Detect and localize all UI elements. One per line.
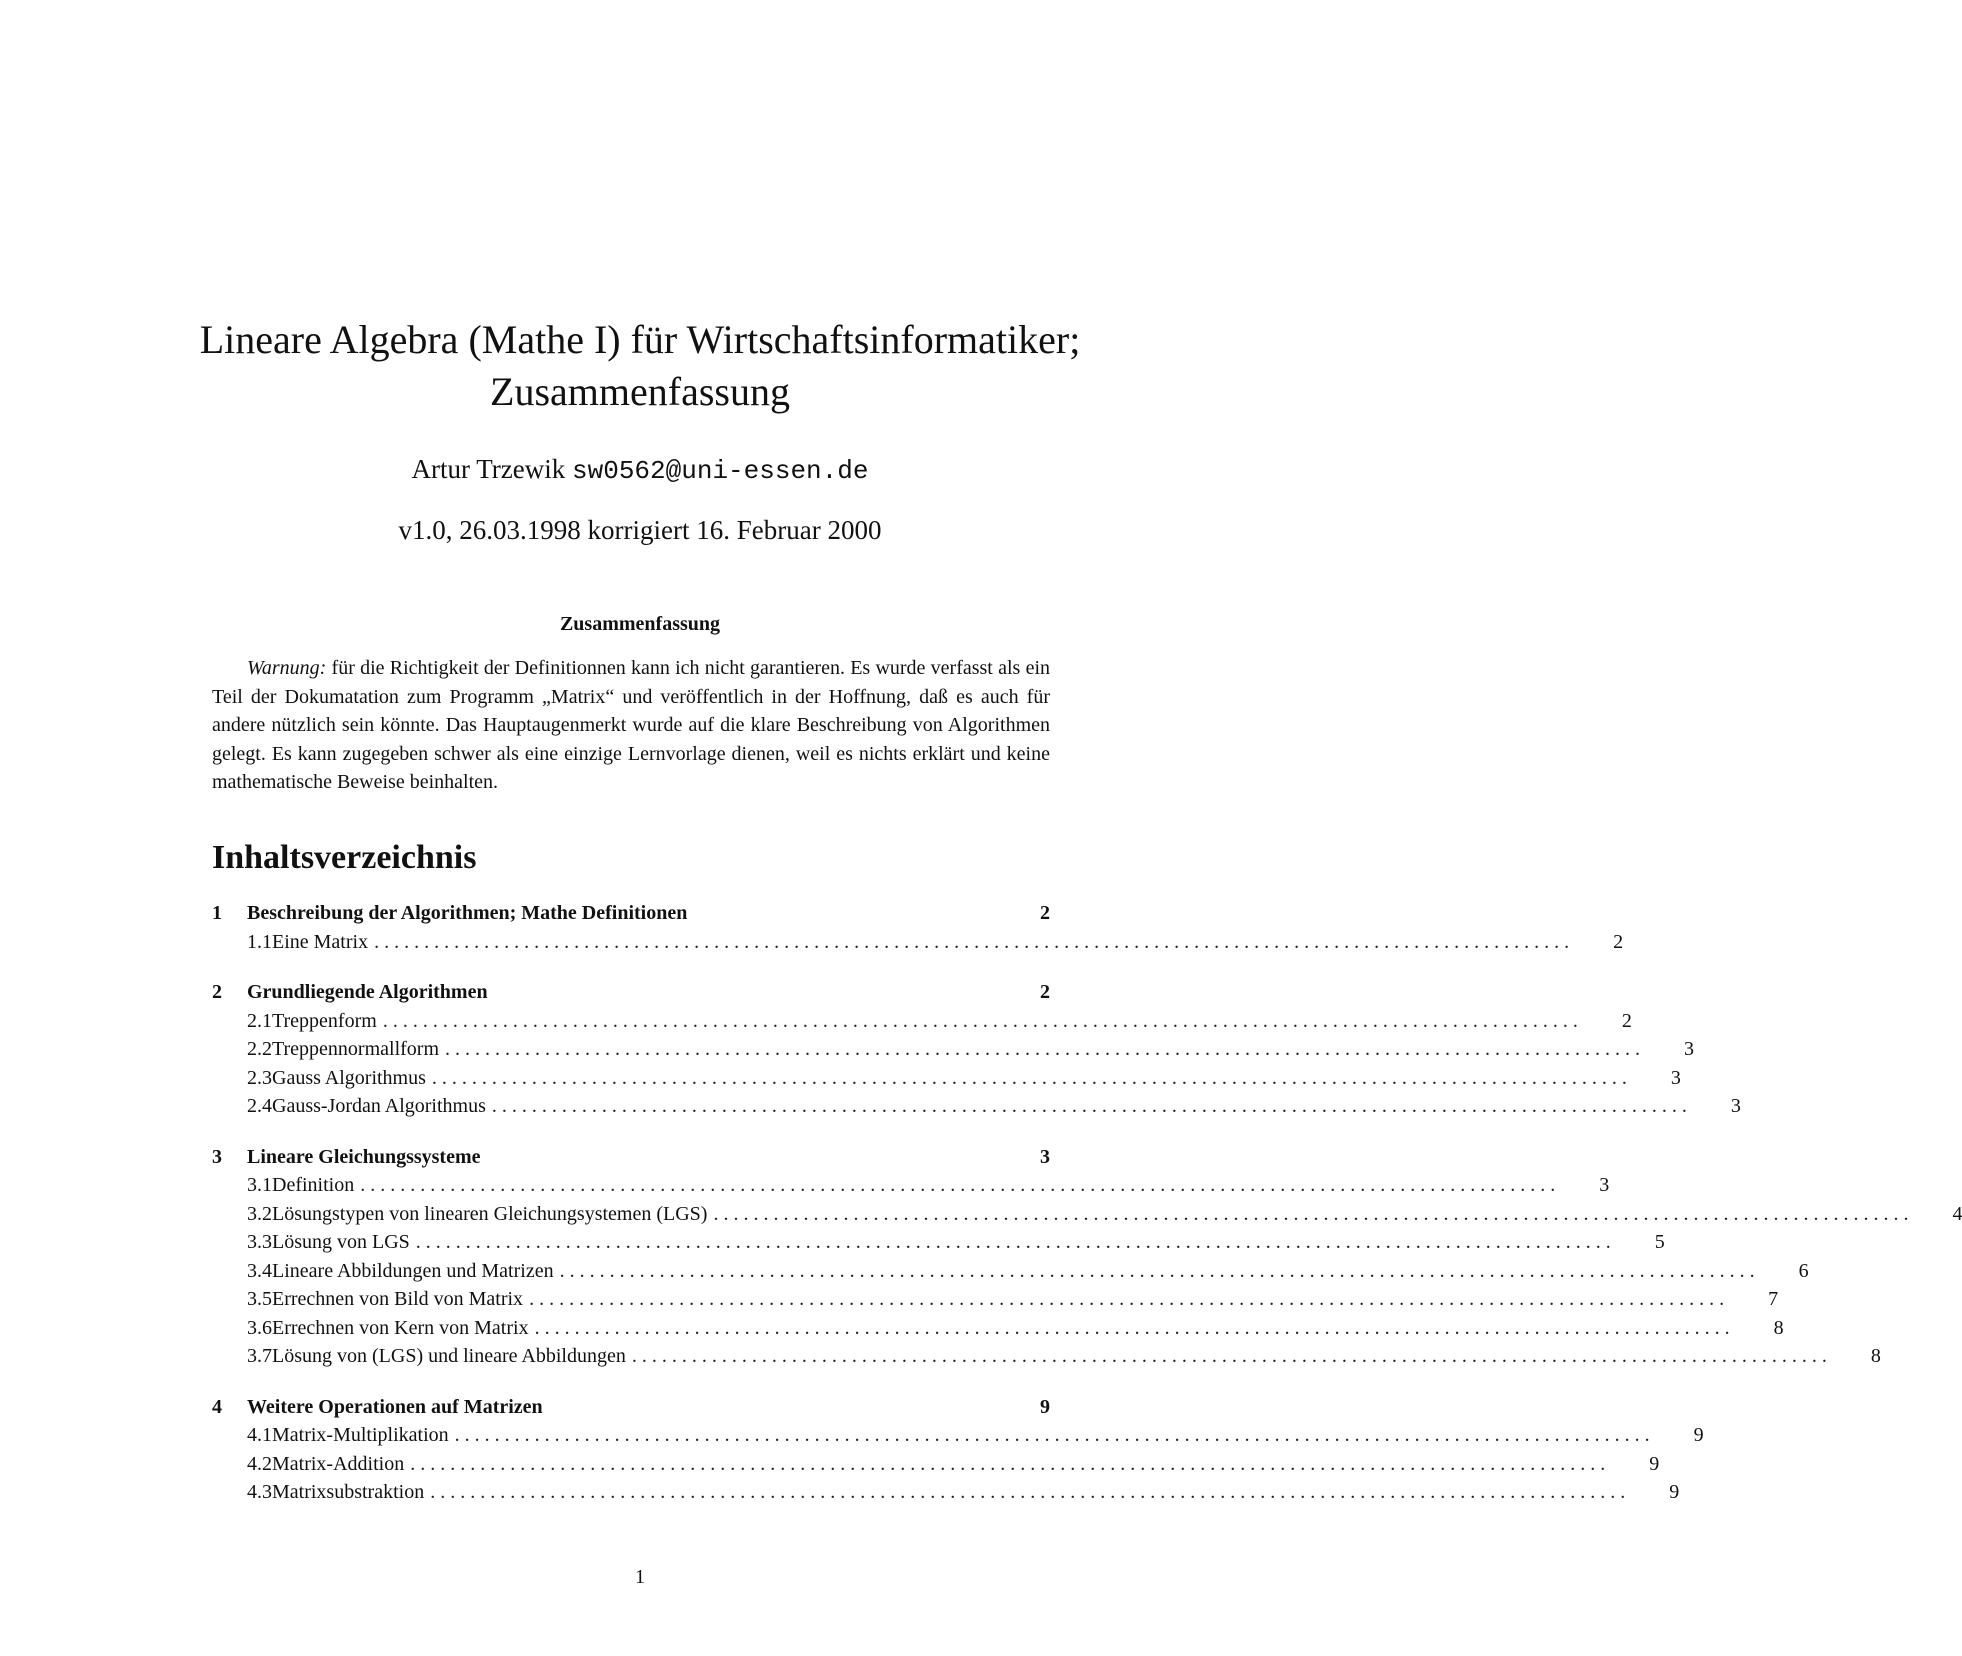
toc-subsection-page: 2 bbox=[1621, 1009, 1632, 1032]
toc-dot-leader: . . . . . . . . . . . . . . . . . . . . . . . . . . . . . . . . . . . . . . . . . . . . . . . . . . . . . . . . . . . . . . . . . . . . . . . . . . . . . . . . . . . . . . . . . . . . . . . . . . . . . . . . . . . . . . . . . . . . . . . . bbox=[415, 1231, 1611, 1253]
toc-subsection-number: 3.5 bbox=[247, 1288, 272, 1310]
toc-subsection-label: Gauss Algorithmus bbox=[272, 1066, 426, 1089]
toc-section-page: 2 bbox=[1040, 981, 1050, 1003]
toc-subsection-number: 1.1 bbox=[247, 930, 272, 953]
toc-subsection-label: Matrix-Addition bbox=[272, 1452, 405, 1475]
toc-dot-leader: . . . . . . . . . . . . . . . . . . . . . . . . . . . . . . . . . . . . . . . . . . . . . . . . . . . . . . . . . . . . . . . . . . . . . . . . . . . . . . . . . . . . . . . . . . . . . . . . . . . . . . . . . . . . . . . . . . . . . . . . bbox=[431, 1066, 1627, 1089]
toc-heading: Inhaltsverzeichnis bbox=[212, 839, 477, 876]
toc-section-page: 3 bbox=[1040, 1145, 1050, 1168]
toc-section-page: 9 bbox=[1040, 1395, 1050, 1418]
toc-dot-leader: . . . . . . . . . . . . . . . . . . . . . . . . . . . . . . . . . . . . . . . . . . . . . . . . . . . . . . . . . . . . . . . . . . . . . . . . . . . . . . . . . . . . . . . . . . . . . . . . . . . . . . . . . . . . . . . . . . . . . . . . bbox=[534, 1316, 1730, 1339]
toc-subsection-number: 2.1 bbox=[247, 1009, 272, 1032]
toc-subsection-entry[interactable] bbox=[212, 1257, 1809, 1286]
author-name: Artur Trzewik bbox=[411, 454, 566, 484]
abstract-lead: Warnung: bbox=[247, 657, 327, 679]
toc-subsection-entry[interactable] bbox=[212, 928, 1624, 957]
toc-subsection-label: Errechnen von Bild von Matrix bbox=[272, 1288, 524, 1310]
toc-subsection-entry[interactable] bbox=[212, 1478, 1680, 1507]
toc-section-number: 1 bbox=[212, 902, 222, 924]
toc-subsection-number: 4.2 bbox=[247, 1452, 272, 1475]
toc-subsection-label: Matrixsubstraktion bbox=[272, 1481, 425, 1503]
toc-subsection-page: 9 bbox=[1693, 1424, 1704, 1446]
toc-section bbox=[212, 899, 1624, 956]
version-date: v1.0, 26.03.1998 korrigiert 16. Februar 2000 bbox=[398, 515, 882, 545]
toc-subsection-page: 7 bbox=[1768, 1288, 1779, 1310]
toc-subsection-number: 2.3 bbox=[247, 1066, 272, 1089]
toc-section-label: Grundliegende Algorithmen bbox=[247, 981, 488, 1003]
toc-subsection-page: 9 bbox=[1649, 1452, 1660, 1475]
toc-subsection-number: 4.3 bbox=[247, 1481, 272, 1503]
toc-section bbox=[212, 1393, 1704, 1507]
toc-dot-leader: . . . . . . . . . . . . . . . . . . . . . . . . . . . . . . . . . . . . . . . . . . . . . . . . . . . . . . . . . . . . . . . . . . . . . . . . . . . . . . . . . . . . . . . . . . . . . . . . . . . . . . . . . . . . . . . . . . . . . . . . bbox=[559, 1259, 1755, 1282]
toc-section-entry[interactable] bbox=[212, 899, 1050, 928]
toc-subsection-number: 4.1 bbox=[247, 1424, 272, 1446]
toc-subsection-label: Eine Matrix bbox=[272, 930, 369, 953]
author-email: sw0562@uni-essen.de bbox=[572, 456, 869, 486]
toc-dot-leader: . . . . . . . . . . . . . . . . . . . . . . . . . . . . . . . . . . . . . . . . . . . . . . . . . . . . . . . . . . . . . . . . . . . . . . . . . . . . . . . . . . . . . . . . . . . . . . . . . . . . . . . . . . . . . . . . . . . . . . . . bbox=[713, 1202, 1909, 1225]
toc-subsection-number: 3.6 bbox=[247, 1316, 272, 1339]
toc-subsection-entry[interactable] bbox=[212, 1035, 1695, 1064]
toc-subsection-label: Definition bbox=[272, 1174, 355, 1196]
abstract-heading: Zusammenfassung bbox=[559, 613, 721, 635]
toc-dot-leader: . . . . . . . . . . . . . . . . . . . . . . . . . . . . . . . . . . . . . . . . . . . . . . . . . . . . . . . . . . . . . . . . . . . . . . . . . . . . . . . . . . . . . . . . . . . . . . . . . . . . . . . . . . . . . . . . . . . . . . . . bbox=[454, 1424, 1650, 1446]
title-line-1: Lineare Algebra (Mathe I) für Wirtschaftsinformatiker; bbox=[199, 317, 1081, 362]
document-title bbox=[100, 314, 1180, 418]
toc-section-number: 2 bbox=[212, 981, 222, 1003]
toc-subsection-entry[interactable] bbox=[212, 1421, 1704, 1450]
toc-subsection-entry[interactable] bbox=[212, 1285, 1779, 1314]
toc-dot-leader: . . . . . . . . . . . . . . . . . . . . . . . . . . . . . . . . . . . . . . . . . . . . . . . . . . . . . . . . . . . . . . . . . . . . . . . . . . . . . . . . . . . . . . . . . . . . . . . . . . . . . . . . . . . . . . . . . . . . . . . . bbox=[631, 1345, 1827, 1367]
toc-subsection-label: Lösung von LGS bbox=[272, 1231, 410, 1253]
toc-subsection-label: Lösung von (LGS) und lineare Abbildungen bbox=[272, 1345, 626, 1367]
toc-subsection-label: Errechnen von Kern von Matrix bbox=[272, 1316, 529, 1339]
toc-section-entry[interactable] bbox=[212, 1143, 1050, 1172]
toc-subsection-page: 8 bbox=[1773, 1316, 1784, 1339]
toc-section-page: 2 bbox=[1040, 902, 1050, 924]
toc-dot-leader: . . . . . . . . . . . . . . . . . . . . . . . . . . . . . . . . . . . . . . . . . . . . . . . . . . . . . . . . . . . . . . . . . . . . . . . . . . . . . . . . . . . . . . . . . . . . . . . . . . . . . . . . . . . . . . . . . . . . . . . . bbox=[382, 1009, 1578, 1032]
author-line bbox=[100, 451, 1180, 489]
abstract-text: für die Richtigkeit der Definitionnen kann ich nicht garantieren. Es wurde verfasst als ein Teil der Dokumatation zum Programm „Matrix“ und veröffentlich in der Hoffnung, daß es auch für andere nützlich sein könnte. Das Hauptaugenmerkt wurde auf die klare Beschreibung von Algorithmen gelegt. Es kann zugegeben schwer als eine einzige Lernvorlage dienen, weil es nichts erklärt und keine mathematische Beweise beinhalten. bbox=[212, 657, 1051, 793]
toc-section-label: Lineare Gleichungssysteme bbox=[247, 1145, 481, 1168]
toc-subsection-page: 4 bbox=[1952, 1202, 1962, 1225]
page-number: 1 bbox=[635, 1566, 645, 1588]
toc-subsection-number: 3.4 bbox=[247, 1259, 272, 1282]
toc-section-entry[interactable] bbox=[212, 978, 1050, 1007]
toc-subsection-label: Lösungstypen von linearen Gleichungsystemen (LGS) bbox=[272, 1202, 708, 1225]
toc-subsection-page: 3 bbox=[1599, 1174, 1610, 1196]
toc-dot-leader: . . . . . . . . . . . . . . . . . . . . . . . . . . . . . . . . . . . . . . . . . . . . . . . . . . . . . . . . . . . . . . . . . . . . . . . . . . . . . . . . . . . . . . . . . . . . . . . . . . . . . . . . . . . . . . . . . . . . . . . . bbox=[430, 1481, 1626, 1503]
toc-subsection-entry[interactable] bbox=[212, 1171, 1610, 1200]
toc-dot-leader: . . . . . . . . . . . . . . . . . . . . . . . . . . . . . . . . . . . . . . . . . . . . . . . . . . . . . . . . . . . . . . . . . . . . . . . . . . . . . . . . . . . . . . . . . . . . . . . . . . . . . . . . . . . . . . . . . . . . . . . . bbox=[445, 1038, 1641, 1060]
toc-dot-leader: . . . . . . . . . . . . . . . . . . . . . . . . . . . . . . . . . . . . . . . . . . . . . . . . . . . . . . . . . . . . . . . . . . . . . . . . . . . . . . . . . . . . . . . . . . . . . . . . . . . . . . . . . . . . . . . . . . . . . . . . bbox=[374, 930, 1570, 953]
toc-section bbox=[212, 1143, 1962, 1371]
toc-subsection-label: Gauss-Jordan Algorithmus bbox=[272, 1095, 486, 1117]
toc-subsection-page: 6 bbox=[1798, 1259, 1809, 1282]
toc-subsection-entry[interactable] bbox=[212, 1092, 1741, 1121]
toc-section-number: 3 bbox=[212, 1145, 222, 1168]
abstract-body bbox=[212, 654, 1050, 797]
toc-section-label: Beschreibung der Algorithmen; Mathe Definitionen bbox=[247, 902, 688, 924]
toc-subsection-page: 3 bbox=[1730, 1095, 1741, 1117]
toc-subsection-number: 3.2 bbox=[247, 1202, 272, 1225]
toc-subsection-entry[interactable] bbox=[212, 1314, 1784, 1343]
toc-subsection-label: Lineare Abbildungen und Matrizen bbox=[272, 1259, 554, 1282]
toc-section-number: 4 bbox=[212, 1395, 222, 1418]
toc-subsection-entry[interactable] bbox=[212, 1342, 1881, 1371]
toc-dot-leader: . . . . . . . . . . . . . . . . . . . . . . . . . . . . . . . . . . . . . . . . . . . . . . . . . . . . . . . . . . . . . . . . . . . . . . . . . . . . . . . . . . . . . . . . . . . . . . . . . . . . . . . . . . . . . . . . . . . . . . . . bbox=[529, 1288, 1725, 1310]
toc-subsection-page: 2 bbox=[1613, 930, 1624, 953]
toc-subsection-page: 3 bbox=[1684, 1038, 1695, 1060]
toc-subsection-page: 9 bbox=[1669, 1481, 1680, 1503]
toc-subsection-entry[interactable] bbox=[212, 1228, 1665, 1257]
toc-dot-leader: . . . . . . . . . . . . . . . . . . . . . . . . . . . . . . . . . . . . . . . . . . . . . . . . . . . . . . . . . . . . . . . . . . . . . . . . . . . . . . . . . . . . . . . . . . . . . . . . . . . . . . . . . . . . . . . . . . . . . . . . bbox=[410, 1452, 1606, 1475]
toc-subsection-entry[interactable] bbox=[212, 1007, 1632, 1036]
toc-dot-leader: . . . . . . . . . . . . . . . . . . . . . . . . . . . . . . . . . . . . . . . . . . . . . . . . . . . . . . . . . . . . . . . . . . . . . . . . . . . . . . . . . . . . . . . . . . . . . . . . . . . . . . . . . . . . . . . . . . . . . . . . bbox=[360, 1174, 1556, 1196]
toc-subsection-label: Treppenform bbox=[272, 1009, 377, 1032]
toc-subsection-number: 3.7 bbox=[247, 1345, 272, 1367]
toc-subsection-label: Matrix-Multiplikation bbox=[272, 1424, 449, 1446]
toc-subsection-number: 3.1 bbox=[247, 1174, 272, 1196]
table-of-contents bbox=[212, 899, 1962, 1529]
toc-subsection-page: 8 bbox=[1870, 1345, 1881, 1367]
toc-subsection-number: 3.3 bbox=[247, 1231, 272, 1253]
toc-dot-leader: . . . . . . . . . . . . . . . . . . . . . . . . . . . . . . . . . . . . . . . . . . . . . . . . . . . . . . . . . . . . . . . . . . . . . . . . . . . . . . . . . . . . . . . . . . . . . . . . . . . . . . . . . . . . . . . . . . . . . . . . bbox=[491, 1095, 1687, 1117]
toc-subsection-entry[interactable] bbox=[212, 1200, 1962, 1229]
title-line-2: Zusammenfassung bbox=[490, 369, 790, 414]
toc-subsection-page: 5 bbox=[1654, 1231, 1665, 1253]
toc-subsection-number: 2.2 bbox=[247, 1038, 272, 1060]
toc-subsection-page: 3 bbox=[1670, 1066, 1681, 1089]
toc-section bbox=[212, 978, 1741, 1121]
toc-subsection-number: 2.4 bbox=[247, 1095, 272, 1117]
toc-subsection-entry[interactable] bbox=[212, 1450, 1660, 1479]
toc-section-label: Weitere Operationen auf Matrizen bbox=[247, 1395, 543, 1418]
toc-subsection-label: Treppennormallform bbox=[272, 1038, 440, 1060]
toc-section-entry[interactable] bbox=[212, 1393, 1050, 1422]
toc-subsection-entry[interactable] bbox=[212, 1064, 1681, 1093]
